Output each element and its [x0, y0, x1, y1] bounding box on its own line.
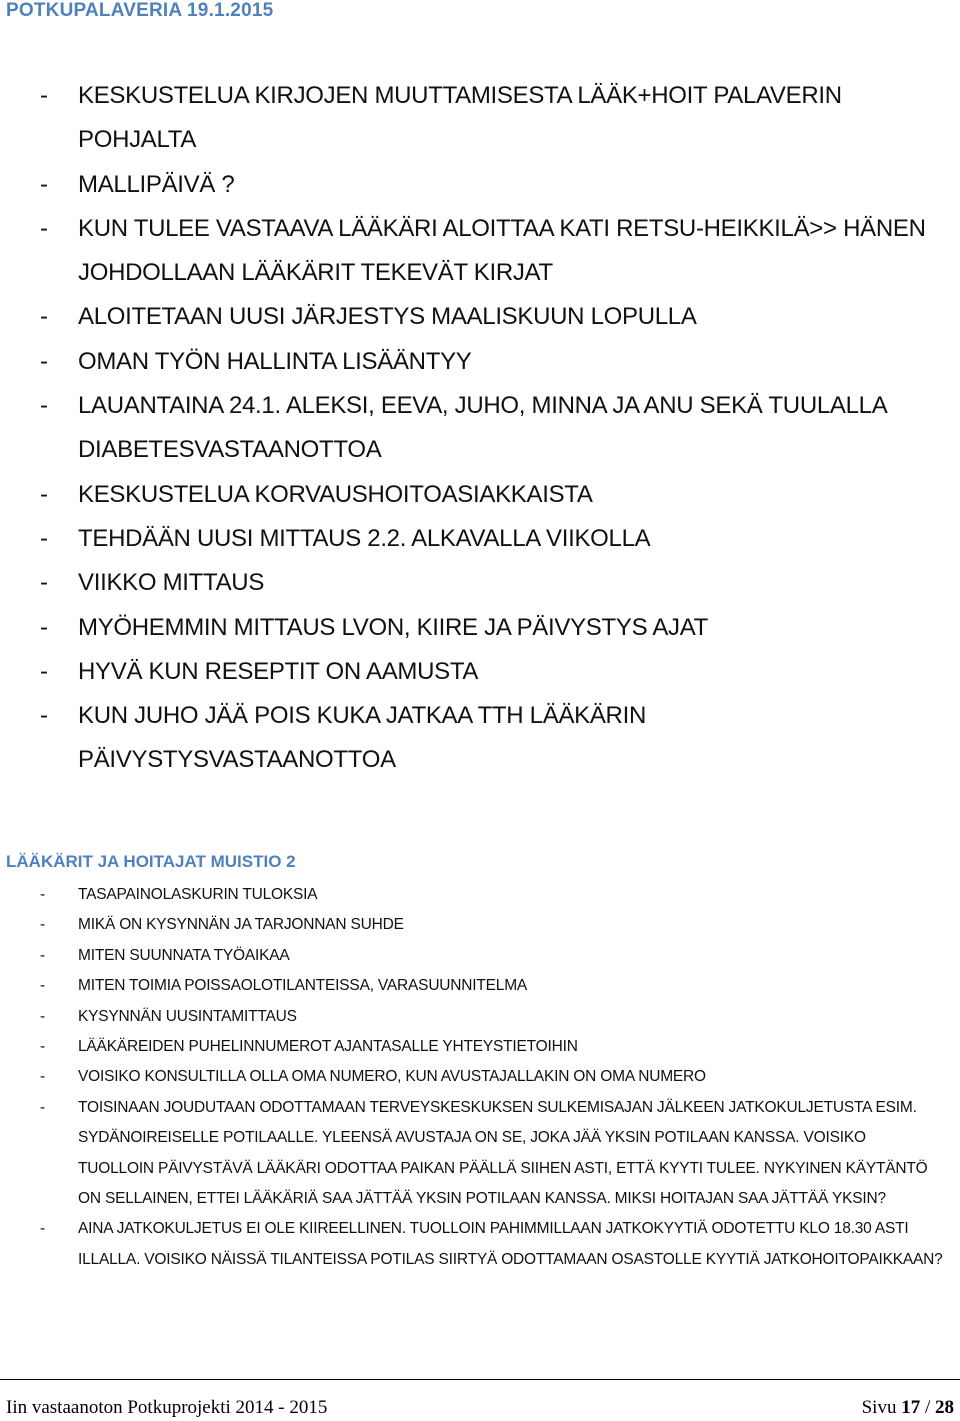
list-item: - LAUANTAINA 24.1. ALEKSI, EEVA, JUHO, MINNA JA ANU SEKÄ TUULALLA DIABETESVASTAANOTTOA — [0, 384, 960, 473]
list-item: - MITEN TOIMIA POISSAOLOTILANTEISSA, VARASUUNNITELMA — [0, 971, 960, 1001]
bullet-dash: - — [40, 303, 48, 331]
bullet-dash: - — [40, 946, 45, 964]
bullet-dash: - — [40, 1098, 45, 1116]
page-current: 17 — [901, 1397, 921, 1418]
memo-list — [0, 880, 960, 1275]
page-total: 28 — [935, 1397, 954, 1418]
section-heading: LÄÄKÄRIT JA HOITAJAT MUISTIO 2 — [6, 852, 296, 871]
list-item: - KUN TULEE VASTAAVA LÄÄKÄRI ALOITTAA KATI RETSU-HEIKKILÄ>> HÄNEN JOHDOLLAAN LÄÄKÄRIT TEKEVÄT KIRJAT — [0, 207, 960, 296]
bullet-dash: - — [40, 347, 48, 375]
list-item: - ALOITETAAN UUSI JÄRJESTYS MAALISKUUN LOPULLA — [0, 295, 960, 339]
bullet-dash: - — [40, 82, 48, 109]
list-item: - HYVÄ KUN RESEPTIT ON AAMUSTA — [0, 650, 960, 694]
bullet-dash: - — [40, 214, 48, 242]
page-header-title: POTKUPALAVERIA 19.1.2015 — [6, 0, 274, 21]
list-item: - KESKUSTELUA KORVAUSHOITOASIAKKAISTA — [0, 473, 960, 517]
bullet-dash: - — [40, 480, 48, 508]
bullet-dash: - — [40, 702, 48, 730]
list-item: - AINA JATKOKULJETUS EI OLE KIIREELLINEN. TUOLLOIN PAHIMMILLAAN JATKOKYYTIÄ ODOTETTU KLO 18.30 ASTI ILLALLA. VOISIKO NÄISSÄ TILANTEISSA POTILAS SIIRTYÄ ODOTTAMAAN OSASTOLLE KYYTIÄ JATKOHOITOPAIKKAAN? — [0, 1214, 960, 1275]
list-item: - VOISIKO KONSULTILLA OLLA OMA NUMERO, KUN AVUSTAJALLAKIN ON OMA NUMERO — [0, 1062, 960, 1092]
bullet-dash: - — [40, 569, 48, 597]
discussion-list — [0, 74, 960, 783]
bullet-dash: - — [40, 524, 48, 552]
list-item: - KESKUSTELUA KIRJOJEN MUUTTAMISESTA LÄÄK+HOIT PALAVERIN POHJALTA — [0, 74, 960, 163]
bullet-dash: - — [40, 916, 45, 934]
bullet-dash: - — [40, 170, 48, 198]
list-item: - TASAPAINOLASKURIN TULOKSIA — [0, 880, 960, 910]
list-item: - OMAN TYÖN HALLINTA LISÄÄNTYY — [0, 340, 960, 384]
bullet-dash: - — [40, 657, 48, 685]
bullet-dash: - — [40, 1068, 45, 1086]
list-item: - KUN JUHO JÄÄ POIS KUKA JATKAA TTH LÄÄKÄRIN PÄIVYSTYSVASTAANOTTOA — [0, 694, 960, 783]
list-item: - VIIKKO MITTAUS — [0, 561, 960, 605]
bullet-dash: - — [40, 977, 45, 995]
footer-project-name: Iin vastaanoton Potkuprojekti 2014 - 2015 — [6, 1397, 328, 1418]
list-item: - MALLIPÄIVÄ ? — [0, 163, 960, 207]
list-item: - MITEN SUUNNATA TYÖAIKAA — [0, 941, 960, 971]
bullet-dash: - — [40, 1038, 45, 1056]
page-label: Sivu — [861, 1397, 897, 1418]
footer-divider — [0, 1379, 960, 1380]
list-item: - TOISINAAN JOUDUTAAN ODOTTAMAAN TERVEYSKESKUKSEN SULKEMISAJAN JÄLKEEN JATKOKULJETUSTA ESIM. SYDÄNOIREISELLE POTILAALLE. YLEENSÄ AVUSTAJA ON SE, JOKA JÄÄ YKSIN POTILAAN KANSSA. VOISIKO TUOLLOIN PÄIVYSTÄVÄ LÄÄKÄRI ODOTTAA PAIKAN PÄÄLLÄ SIIHEN ASTI, ETTÄ KYYTI TULEE. NYKYINEN KÄYTÄNTÖ ON SELLAINEN, ETTEI LÄÄKÄRIÄ SAA JÄTTÄÄ YKSIN POTILAAN KANSSA. MIKSI HOITAJAN SAA JÄTTÄÄ YKSIN? — [0, 1093, 960, 1215]
footer-page-number — [862, 1397, 954, 1419]
page-separator: / — [924, 1397, 931, 1418]
bullet-dash: - — [40, 1220, 45, 1238]
list-item: - KYSYNNÄN UUSINTAMITTAUS — [0, 1002, 960, 1032]
list-item: - TEHDÄÄN UUSI MITTAUS 2.2. ALKAVALLA VIIKOLLA — [0, 517, 960, 561]
list-item: - MYÖHEMMIN MITTAUS LVON, KIIRE JA PÄIVYSTYS AJAT — [0, 606, 960, 650]
bullet-dash: - — [40, 392, 48, 420]
list-item: - MIKÄ ON KYSYNNÄN JA TARJONNAN SUHDE — [0, 910, 960, 940]
bullet-dash: - — [40, 886, 45, 903]
bullet-dash: - — [40, 1007, 45, 1025]
list-item: - LÄÄKÄREIDEN PUHELINNUMEROT AJANTASALLE YHTEYSTIETOIHIN — [0, 1032, 960, 1062]
bullet-dash: - — [40, 613, 48, 641]
